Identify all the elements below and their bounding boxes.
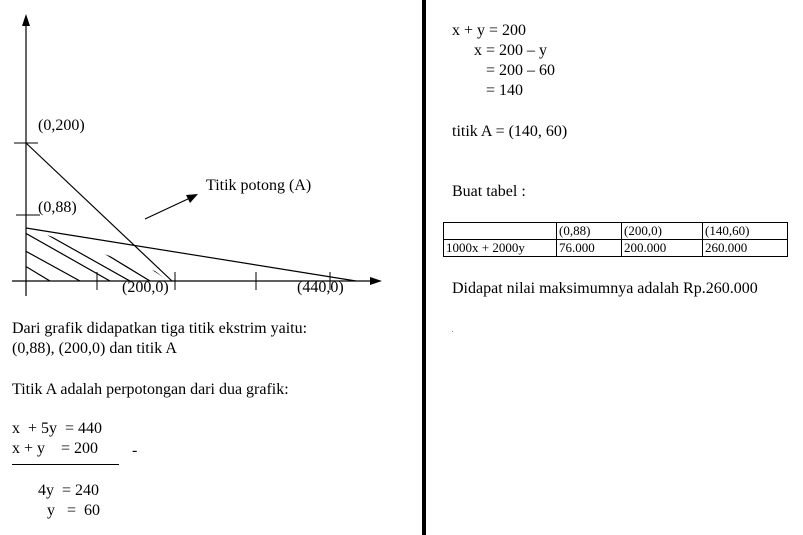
equation-2: x + y = 200: [12, 440, 99, 457]
solve-step-3: = 200 – 60: [486, 62, 556, 79]
label-titik-potong: Titik potong (A): [206, 177, 312, 194]
table-header-row: [444, 223, 788, 240]
result-2: y = 60: [47, 502, 101, 519]
solve-step-2: x = 200 – y: [474, 42, 548, 59]
buat-tabel: Buat tabel :: [452, 183, 526, 200]
pointer-arrow-icon: [186, 194, 198, 203]
table-header-cell: (140,60): [703, 223, 788, 240]
label-0-200: (0,200): [38, 117, 85, 134]
feasible-region-graph: [0, 0, 422, 300]
minus-sign: -: [132, 442, 138, 459]
label-200-0: (200,0): [122, 279, 169, 296]
table-cell: 200.000: [622, 240, 703, 257]
table-header-cell: (200,0): [622, 223, 703, 240]
subtraction-line: [12, 464, 119, 465]
paragraph-1-line-1: Dari grafik didapatkan tiga titik ekstrim yaitu:: [12, 320, 308, 337]
table-row: [444, 240, 788, 257]
label-440-0: (440,0): [297, 279, 344, 296]
line-x-plus-5y-440: [26, 228, 356, 281]
column-divider: [422, 0, 426, 535]
table-cell: 76.000: [557, 240, 622, 257]
paragraph-2: Titik A adalah perpotongan dari dua grafik:: [12, 381, 289, 398]
x-axis-arrow-icon: [370, 277, 382, 285]
y-axis-arrow-icon: [22, 14, 30, 26]
stray-dot: [452, 331, 453, 332]
label-0-88: (0,88): [38, 199, 77, 216]
table-cell: 260.000: [703, 240, 788, 257]
conclusion: Didapat nilai maksimumnya adalah Rp.260.000: [452, 280, 758, 297]
pointer-line: [145, 198, 190, 219]
table-row-label: 1000x + 2000y: [444, 240, 557, 257]
equation-1: x + 5y = 440: [12, 420, 103, 437]
feasible-region-hatching: [20, 230, 170, 281]
table-header-cell: [444, 223, 557, 240]
result-1: 4y = 240: [38, 482, 100, 499]
solve-step-4: = 140: [486, 82, 524, 99]
objective-table: [443, 222, 788, 257]
table-header-cell: (0,88): [557, 223, 622, 240]
solve-step-1: x + y = 200: [452, 22, 527, 39]
titik-a-result: titik A = (140, 60): [452, 123, 568, 140]
paragraph-1-line-2: (0,88), (200,0) dan titik A: [12, 340, 177, 357]
